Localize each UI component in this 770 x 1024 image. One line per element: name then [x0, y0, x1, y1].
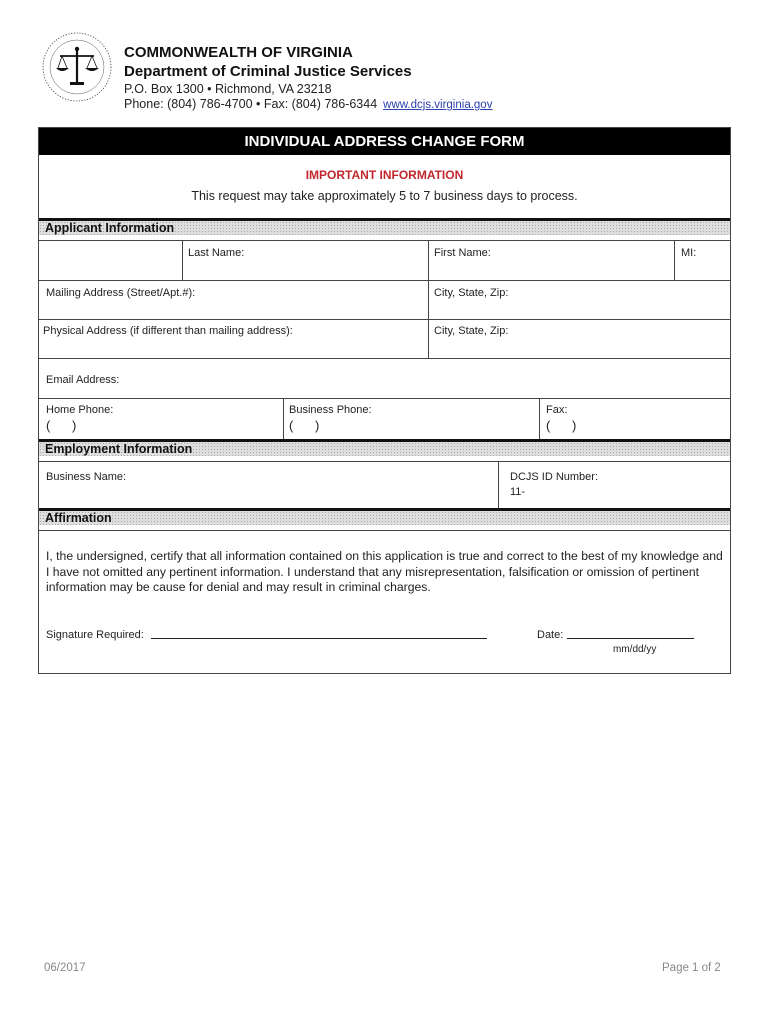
- employment-section-title: Employment Information: [45, 442, 193, 456]
- divider: [498, 461, 499, 508]
- phone-fax: Phone: (804) 786-4700 • Fax: (804) 786-6344: [124, 97, 378, 112]
- divider: [283, 398, 284, 439]
- business-phone-field[interactable]: Business Phone:: [289, 404, 372, 416]
- affirmation-section-header: [39, 508, 730, 525]
- business-phone-area-code: ( ): [289, 418, 320, 433]
- divider: [39, 461, 730, 462]
- first-name-field[interactable]: First Name:: [434, 247, 491, 259]
- address-change-form: [38, 127, 731, 674]
- applicant-section-title: Applicant Information: [45, 221, 175, 235]
- website-link[interactable]: www.dcjs.virginia.gov: [383, 99, 493, 112]
- contact-line: [124, 97, 492, 113]
- important-heading: IMPORTANT INFORMATION: [305, 168, 464, 182]
- org-name: COMMONWEALTH OF VIRGINIA: [124, 44, 353, 61]
- dcjs-id-field[interactable]: DCJS ID Number:: [510, 471, 599, 483]
- divider: [674, 240, 675, 280]
- physical-city-state-zip-field[interactable]: City, State, Zip:: [434, 325, 509, 337]
- affirmation-text: I, the undersigned, certify that all information contained on this application is true and correct to the best of my knowledge and I have not omitted any pertinent information. I understand that any misrepresentation, falsification or omission of pertinent information may be cause for denial and may result in criminal charges.: [46, 549, 723, 594]
- divider: [428, 240, 429, 280]
- divider: [39, 358, 730, 359]
- divider: [539, 398, 540, 439]
- divider: [39, 319, 730, 320]
- business-name-field[interactable]: Business Name:: [46, 471, 127, 483]
- letterhead: [124, 44, 492, 113]
- mailing-address-field[interactable]: Mailing Address (Street/Apt.#):: [46, 287, 196, 299]
- last-name-field[interactable]: Last Name:: [188, 247, 245, 259]
- form-title: INDIVIDUAL ADDRESS CHANGE FORM: [39, 128, 730, 155]
- processing-note: This request may take approximately 5 to 7 business days to process.: [191, 189, 578, 203]
- divider: [39, 280, 730, 281]
- date-label: Date:: [537, 629, 564, 641]
- divider: [39, 240, 730, 241]
- signature-line[interactable]: [151, 638, 487, 639]
- physical-address-field[interactable]: Physical Address (if different than mailing address):: [43, 325, 293, 337]
- date-format-hint: mm/dd/yy: [613, 644, 657, 655]
- fax-field[interactable]: Fax:: [546, 404, 568, 416]
- mailing-city-state-zip-field[interactable]: City, State, Zip:: [434, 287, 509, 299]
- middle-initial-field[interactable]: MI:: [681, 247, 697, 259]
- home-phone-area-code: ( ): [46, 418, 77, 433]
- email-field[interactable]: Email Address:: [46, 374, 120, 386]
- page-number: Page 1 of 2: [662, 962, 721, 974]
- divider: [39, 398, 730, 399]
- applicant-section-header: [39, 218, 730, 235]
- signature-label: Signature Required:: [46, 629, 144, 641]
- home-phone-field[interactable]: Home Phone:: [46, 404, 114, 416]
- divider: [182, 240, 183, 280]
- date-line[interactable]: [567, 638, 694, 639]
- revision-date: 06/2017: [44, 962, 86, 974]
- fax-area-code: ( ): [546, 418, 577, 433]
- divider: [39, 530, 730, 531]
- department-name: Department of Criminal Justice Services: [124, 62, 412, 80]
- dcjs-id-prefix: 11-: [510, 486, 526, 498]
- affirmation-section-title: Affirmation: [45, 511, 112, 525]
- dcjs-seal-logo: [40, 30, 114, 104]
- employment-section-header: [39, 439, 730, 456]
- mailing-address: P.O. Box 1300 • Richmond, VA 23218: [124, 81, 332, 96]
